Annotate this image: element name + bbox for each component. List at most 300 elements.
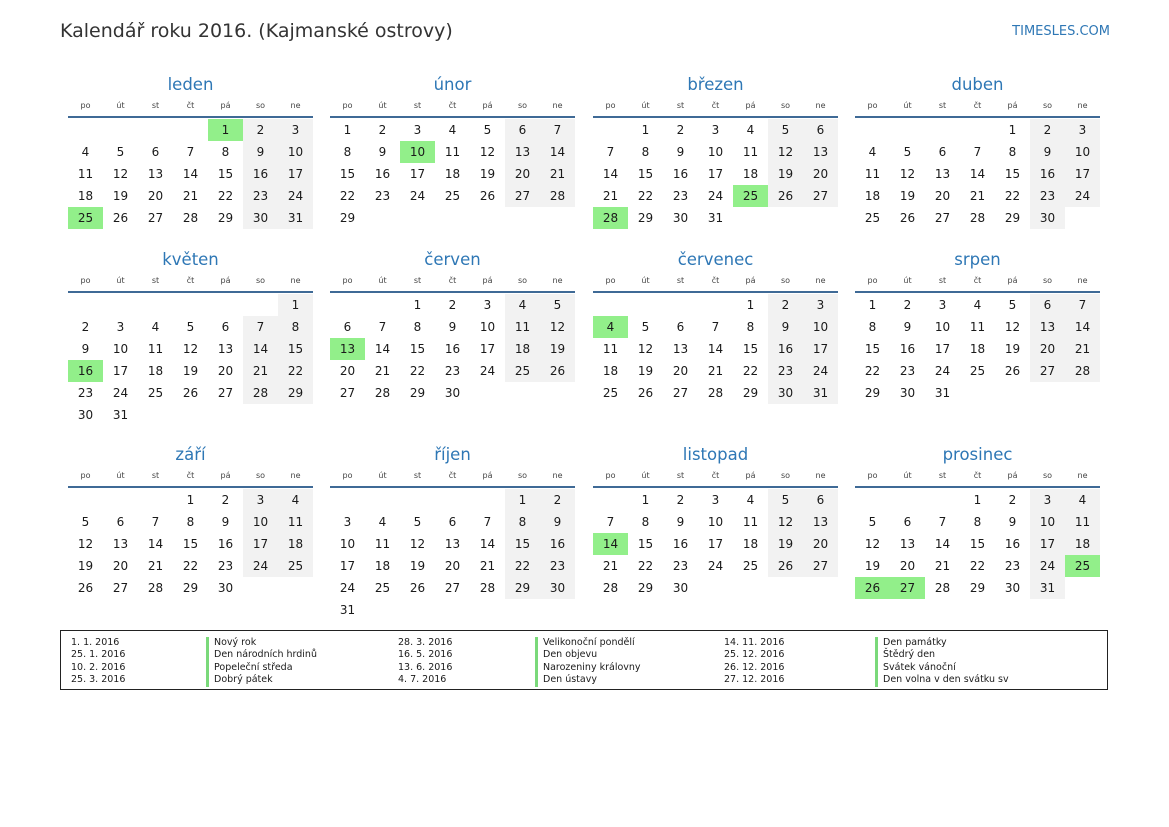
weekday-header xyxy=(68,271,313,293)
day-cell: 4 xyxy=(448,123,457,137)
day-cell: 26 xyxy=(182,386,199,400)
day-cell: 1 xyxy=(186,493,195,507)
day-cell: 6 xyxy=(221,320,230,334)
day-cell: 9 xyxy=(903,320,912,334)
day-cell: 12 xyxy=(112,167,129,181)
legend-date: 25. 3. 2016 xyxy=(71,674,126,686)
day-cell: 3 xyxy=(413,123,422,137)
day-cell: 4 xyxy=(278,489,313,511)
day-cell: 29 xyxy=(182,581,199,595)
day-cell: 25 xyxy=(147,386,164,400)
day-cell: 12 xyxy=(77,537,94,551)
day-cell: 2 xyxy=(448,298,457,312)
day-cell: 18 xyxy=(278,533,313,555)
day-cell: 27 xyxy=(803,185,838,207)
holiday-day-cell: 25 xyxy=(68,207,103,229)
weekday-label: čt xyxy=(448,101,457,110)
day-grid xyxy=(330,489,575,621)
day-cell: 15 xyxy=(409,342,426,356)
weekday-label: pá xyxy=(1007,471,1018,480)
empty-cell xyxy=(890,119,925,141)
empty-cell xyxy=(173,119,208,141)
day-cell: 20 xyxy=(934,189,951,203)
day-cell: 1 xyxy=(746,298,755,312)
day-cell: 1 xyxy=(1008,123,1017,137)
day-cell: 13 xyxy=(672,342,689,356)
weekday-label: st xyxy=(676,276,685,285)
weekday-label: so xyxy=(780,101,791,110)
day-cell: 31 xyxy=(339,603,356,617)
day-cell: 17 xyxy=(1030,533,1065,555)
day-cell: 20 xyxy=(505,163,540,185)
day-cell: 7 xyxy=(711,320,720,334)
weekday-label: so xyxy=(780,276,791,285)
day-cell: 31 xyxy=(112,408,129,422)
month-name: říjen xyxy=(434,445,471,464)
day-cell: 12 xyxy=(864,537,881,551)
day-cell: 11 xyxy=(77,167,94,181)
day-cell: 25 xyxy=(864,211,881,225)
day-cell: 18 xyxy=(77,189,94,203)
empty-cell xyxy=(400,489,435,511)
weekday-label: so xyxy=(517,471,528,480)
day-cell: 8 xyxy=(641,145,650,159)
weekday-label: ne xyxy=(1077,471,1088,480)
day-cell: 31 xyxy=(707,211,724,225)
day-cell: 22 xyxy=(182,559,199,573)
weekday-label: ne xyxy=(552,471,563,480)
day-cell: 16 xyxy=(672,537,689,551)
weekday-label: čt xyxy=(973,276,982,285)
day-cell: 18 xyxy=(444,167,461,181)
day-cell: 4 xyxy=(868,145,877,159)
day-cell: 13 xyxy=(217,342,234,356)
day-cell: 15 xyxy=(339,167,356,181)
weekday-label: pá xyxy=(220,276,231,285)
day-cell: 24 xyxy=(803,360,838,382)
day-cell: 6 xyxy=(505,119,540,141)
day-cell: 23 xyxy=(672,189,689,203)
day-cell: 2 xyxy=(1008,493,1017,507)
day-cell: 2 xyxy=(1030,119,1065,141)
day-cell: 11 xyxy=(969,320,986,334)
day-cell: 31 xyxy=(934,386,951,400)
legend-names-column-2 xyxy=(535,637,641,687)
holiday-day-cell: 14 xyxy=(593,533,628,555)
day-cell: 28 xyxy=(243,382,278,404)
empty-cell xyxy=(330,489,365,511)
day-cell: 7 xyxy=(973,145,982,159)
day-cell: 5 xyxy=(768,489,803,511)
day-cell: 11 xyxy=(278,511,313,533)
weekday-header xyxy=(68,96,313,118)
day-grid xyxy=(855,119,1100,229)
weekday-label: po xyxy=(342,101,353,110)
day-cell: 26 xyxy=(112,211,129,225)
day-cell: 31 xyxy=(1030,577,1065,599)
day-cell: 10 xyxy=(278,141,313,163)
weekday-label: st xyxy=(938,276,947,285)
day-cell: 28 xyxy=(182,211,199,225)
day-cell: 30 xyxy=(1004,581,1021,595)
day-cell: 24 xyxy=(1065,185,1100,207)
day-cell: 24 xyxy=(934,364,951,378)
day-cell: 11 xyxy=(147,342,164,356)
day-cell: 9 xyxy=(676,515,685,529)
day-cell: 30 xyxy=(243,207,278,229)
day-cell: 20 xyxy=(803,533,838,555)
day-cell: 18 xyxy=(742,537,759,551)
month-6 xyxy=(330,249,575,404)
day-cell: 5 xyxy=(1008,298,1017,312)
legend-holiday-name: Štědrý den xyxy=(875,649,1009,661)
day-cell: 8 xyxy=(868,320,877,334)
day-cell: 9 xyxy=(81,342,90,356)
legend-date: 14. 11. 2016 xyxy=(724,637,785,648)
day-cell: 23 xyxy=(1030,185,1065,207)
day-cell: 16 xyxy=(899,342,916,356)
day-cell: 14 xyxy=(934,537,951,551)
day-cell: 29 xyxy=(1004,211,1021,225)
day-cell: 23 xyxy=(768,360,803,382)
empty-cell xyxy=(470,489,505,511)
day-cell: 14 xyxy=(374,342,391,356)
day-cell: 21 xyxy=(707,364,724,378)
day-cell: 21 xyxy=(479,559,496,573)
day-cell: 6 xyxy=(676,320,685,334)
holiday-legend xyxy=(60,630,1108,690)
day-cell: 5 xyxy=(413,515,422,529)
holiday-day-cell: 28 xyxy=(593,207,628,229)
day-grid xyxy=(593,119,838,229)
day-cell: 15 xyxy=(278,338,313,360)
legend-holiday-name: Den volna v den svátku sv xyxy=(875,674,1009,686)
weekday-label: so xyxy=(1042,101,1053,110)
day-cell: 21 xyxy=(969,189,986,203)
day-cell: 17 xyxy=(278,163,313,185)
day-cell: 1 xyxy=(505,489,540,511)
weekday-label: so xyxy=(255,101,266,110)
day-cell: 13 xyxy=(934,167,951,181)
month-7 xyxy=(593,249,838,404)
day-cell: 4 xyxy=(746,123,755,137)
day-cell: 10 xyxy=(112,342,129,356)
day-cell: 17 xyxy=(934,342,951,356)
day-cell: 21 xyxy=(1065,338,1100,360)
weekday-label: út xyxy=(378,471,387,480)
day-cell: 14 xyxy=(1065,316,1100,338)
day-cell: 3 xyxy=(116,320,125,334)
day-cell: 22 xyxy=(742,364,759,378)
day-cell: 2 xyxy=(221,493,230,507)
day-cell: 6 xyxy=(151,145,160,159)
empty-cell xyxy=(925,119,960,141)
empty-cell xyxy=(103,489,138,511)
weekday-label: po xyxy=(342,471,353,480)
day-cell: 2 xyxy=(676,493,685,507)
day-cell: 13 xyxy=(803,511,838,533)
day-cell: 5 xyxy=(641,320,650,334)
day-cell: 30 xyxy=(77,408,94,422)
day-cell: 26 xyxy=(768,555,803,577)
day-cell: 9 xyxy=(378,145,387,159)
day-cell: 20 xyxy=(444,559,461,573)
weekday-label: út xyxy=(378,101,387,110)
day-cell: 24 xyxy=(409,189,426,203)
day-cell: 15 xyxy=(1004,167,1021,181)
day-cell: 9 xyxy=(243,141,278,163)
day-cell: 15 xyxy=(742,342,759,356)
month-10 xyxy=(330,444,575,621)
weekday-label: ne xyxy=(1077,101,1088,110)
day-cell: 29 xyxy=(505,577,540,599)
month-11 xyxy=(593,444,838,599)
weekday-label: ne xyxy=(815,471,826,480)
weekday-label: čt xyxy=(711,276,720,285)
page-title: Kalendář roku 2016. (Kajmanské ostrovy) xyxy=(60,20,453,42)
day-cell: 28 xyxy=(374,386,391,400)
day-grid xyxy=(68,119,313,229)
day-cell: 12 xyxy=(409,537,426,551)
day-cell: 23 xyxy=(899,364,916,378)
weekday-header xyxy=(855,466,1100,488)
day-cell: 4 xyxy=(151,320,160,334)
day-cell: 7 xyxy=(1065,294,1100,316)
month-8 xyxy=(855,249,1100,404)
legend-dates-column-2 xyxy=(398,637,452,687)
day-cell: 4 xyxy=(973,298,982,312)
day-cell: 26 xyxy=(77,581,94,595)
weekday-label: st xyxy=(413,471,422,480)
weekday-label: čt xyxy=(186,101,195,110)
day-cell: 12 xyxy=(182,342,199,356)
weekday-label: po xyxy=(80,101,91,110)
weekday-label: čt xyxy=(186,276,195,285)
day-cell: 5 xyxy=(186,320,195,334)
weekday-label: ne xyxy=(815,276,826,285)
day-cell: 17 xyxy=(112,364,129,378)
day-cell: 14 xyxy=(602,167,619,181)
weekday-label: po xyxy=(867,471,878,480)
weekday-header xyxy=(330,466,575,488)
weekday-label: st xyxy=(151,471,160,480)
day-cell: 8 xyxy=(278,316,313,338)
holiday-day-cell: 25 xyxy=(733,185,768,207)
weekday-header xyxy=(593,96,838,118)
weekday-label: ne xyxy=(552,276,563,285)
empty-cell xyxy=(890,489,925,511)
day-cell: 2 xyxy=(81,320,90,334)
weekday-label: út xyxy=(116,276,125,285)
empty-cell xyxy=(435,489,470,511)
day-cell: 28 xyxy=(969,211,986,225)
legend-holiday-name: Nový rok xyxy=(206,637,317,649)
empty-cell xyxy=(138,294,173,316)
day-cell: 15 xyxy=(969,537,986,551)
day-cell: 20 xyxy=(112,559,129,573)
day-cell: 23 xyxy=(374,189,391,203)
day-cell: 14 xyxy=(540,141,575,163)
site-link[interactable]: TIMESLES.COM xyxy=(1012,24,1110,39)
weekday-label: čt xyxy=(186,471,195,480)
empty-cell xyxy=(593,119,628,141)
day-cell: 12 xyxy=(768,511,803,533)
day-cell: 14 xyxy=(479,537,496,551)
day-cell: 5 xyxy=(768,119,803,141)
day-cell: 22 xyxy=(217,189,234,203)
day-cell: 17 xyxy=(707,537,724,551)
empty-cell xyxy=(173,294,208,316)
day-cell: 8 xyxy=(343,145,352,159)
day-cell: 21 xyxy=(374,364,391,378)
weekday-label: ne xyxy=(815,101,826,110)
month-name: červenec xyxy=(677,250,754,269)
month-4 xyxy=(855,74,1100,229)
day-cell: 3 xyxy=(243,489,278,511)
day-cell: 30 xyxy=(768,382,803,404)
day-cell: 13 xyxy=(147,167,164,181)
legend-holiday-name: Den národních hrdinů xyxy=(206,649,317,661)
day-cell: 18 xyxy=(742,167,759,181)
day-cell: 22 xyxy=(1004,189,1021,203)
day-cell: 11 xyxy=(505,316,540,338)
day-cell: 7 xyxy=(186,145,195,159)
day-cell: 27 xyxy=(672,386,689,400)
day-cell: 20 xyxy=(217,364,234,378)
day-cell: 10 xyxy=(479,320,496,334)
weekday-label: po xyxy=(867,101,878,110)
weekday-label: čt xyxy=(711,101,720,110)
day-cell: 10 xyxy=(707,515,724,529)
day-cell: 10 xyxy=(707,145,724,159)
empty-cell xyxy=(68,294,103,316)
empty-cell xyxy=(593,294,628,316)
day-cell: 22 xyxy=(637,559,654,573)
day-cell: 9 xyxy=(1030,141,1065,163)
day-cell: 17 xyxy=(409,167,426,181)
day-cell: 8 xyxy=(413,320,422,334)
day-cell: 7 xyxy=(483,515,492,529)
day-cell: 11 xyxy=(864,167,881,181)
day-cell: 26 xyxy=(409,581,426,595)
day-cell: 31 xyxy=(278,207,313,229)
day-cell: 8 xyxy=(221,145,230,159)
day-cell: 20 xyxy=(147,189,164,203)
day-cell: 20 xyxy=(899,559,916,573)
day-cell: 20 xyxy=(672,364,689,378)
day-cell: 10 xyxy=(1030,511,1065,533)
weekday-header xyxy=(593,466,838,488)
legend-date: 10. 2. 2016 xyxy=(71,661,126,673)
day-cell: 16 xyxy=(540,533,575,555)
day-cell: 28 xyxy=(602,581,619,595)
month-name: leden xyxy=(167,75,214,94)
weekday-label: po xyxy=(605,471,616,480)
legend-holiday-name: Narozeniny královny xyxy=(535,662,641,674)
weekday-label: po xyxy=(867,276,878,285)
day-cell: 27 xyxy=(1030,360,1065,382)
day-cell: 30 xyxy=(1030,207,1065,229)
legend-holiday-name: Den památky xyxy=(875,637,1009,649)
day-cell: 8 xyxy=(641,515,650,529)
weekday-label: út xyxy=(903,276,912,285)
day-cell: 28 xyxy=(147,581,164,595)
day-cell: 25 xyxy=(505,360,540,382)
weekday-label: st xyxy=(676,101,685,110)
day-cell: 25 xyxy=(742,559,759,573)
day-cell: 6 xyxy=(903,515,912,529)
weekday-label: čt xyxy=(711,471,720,480)
day-cell: 11 xyxy=(444,145,461,159)
day-cell: 19 xyxy=(768,163,803,185)
day-cell: 8 xyxy=(746,320,755,334)
day-cell: 8 xyxy=(973,515,982,529)
day-cell: 30 xyxy=(217,581,234,595)
empty-cell xyxy=(208,294,243,316)
day-cell: 14 xyxy=(182,167,199,181)
day-cell: 22 xyxy=(969,559,986,573)
legend-date: 25. 12. 2016 xyxy=(724,649,785,661)
day-cell: 26 xyxy=(1004,364,1021,378)
day-cell: 15 xyxy=(637,537,654,551)
day-cell: 27 xyxy=(444,581,461,595)
day-cell: 5 xyxy=(868,515,877,529)
empty-cell xyxy=(698,294,733,316)
day-cell: 24 xyxy=(339,581,356,595)
day-grid xyxy=(68,294,313,426)
day-cell: 29 xyxy=(864,386,881,400)
legend-dates-column-1 xyxy=(71,637,125,687)
weekday-label: po xyxy=(605,276,616,285)
day-cell: 4 xyxy=(746,493,755,507)
holiday-day-cell: 25 xyxy=(1065,555,1100,577)
weekday-header xyxy=(855,96,1100,118)
day-cell: 21 xyxy=(147,559,164,573)
day-cell: 15 xyxy=(182,537,199,551)
day-cell: 7 xyxy=(606,515,615,529)
holiday-day-cell: 26 xyxy=(855,577,890,599)
weekday-header xyxy=(855,271,1100,293)
legend-date: 4. 7. 2016 xyxy=(398,674,447,686)
day-cell: 30 xyxy=(540,577,575,599)
weekday-label: pá xyxy=(1007,101,1018,110)
empty-cell xyxy=(138,489,173,511)
weekday-label: út xyxy=(116,101,125,110)
day-cell: 9 xyxy=(1008,515,1017,529)
weekday-label: pá xyxy=(220,471,231,480)
legend-holiday-name: Den objevu xyxy=(535,649,641,661)
day-cell: 3 xyxy=(1065,119,1100,141)
empty-cell xyxy=(628,294,663,316)
day-cell: 23 xyxy=(243,185,278,207)
empty-cell xyxy=(960,119,995,141)
weekday-label: so xyxy=(255,276,266,285)
day-cell: 19 xyxy=(899,189,916,203)
weekday-label: st xyxy=(151,276,160,285)
legend-date: 13. 6. 2016 xyxy=(398,661,453,673)
day-cell: 19 xyxy=(1004,342,1021,356)
day-cell: 21 xyxy=(602,189,619,203)
day-cell: 25 xyxy=(969,364,986,378)
day-cell: 15 xyxy=(505,533,540,555)
day-cell: 6 xyxy=(116,515,125,529)
day-cell: 9 xyxy=(221,515,230,529)
month-12 xyxy=(855,444,1100,599)
day-cell: 22 xyxy=(409,364,426,378)
weekday-label: čt xyxy=(448,471,457,480)
day-cell: 29 xyxy=(969,581,986,595)
day-cell: 22 xyxy=(339,189,356,203)
